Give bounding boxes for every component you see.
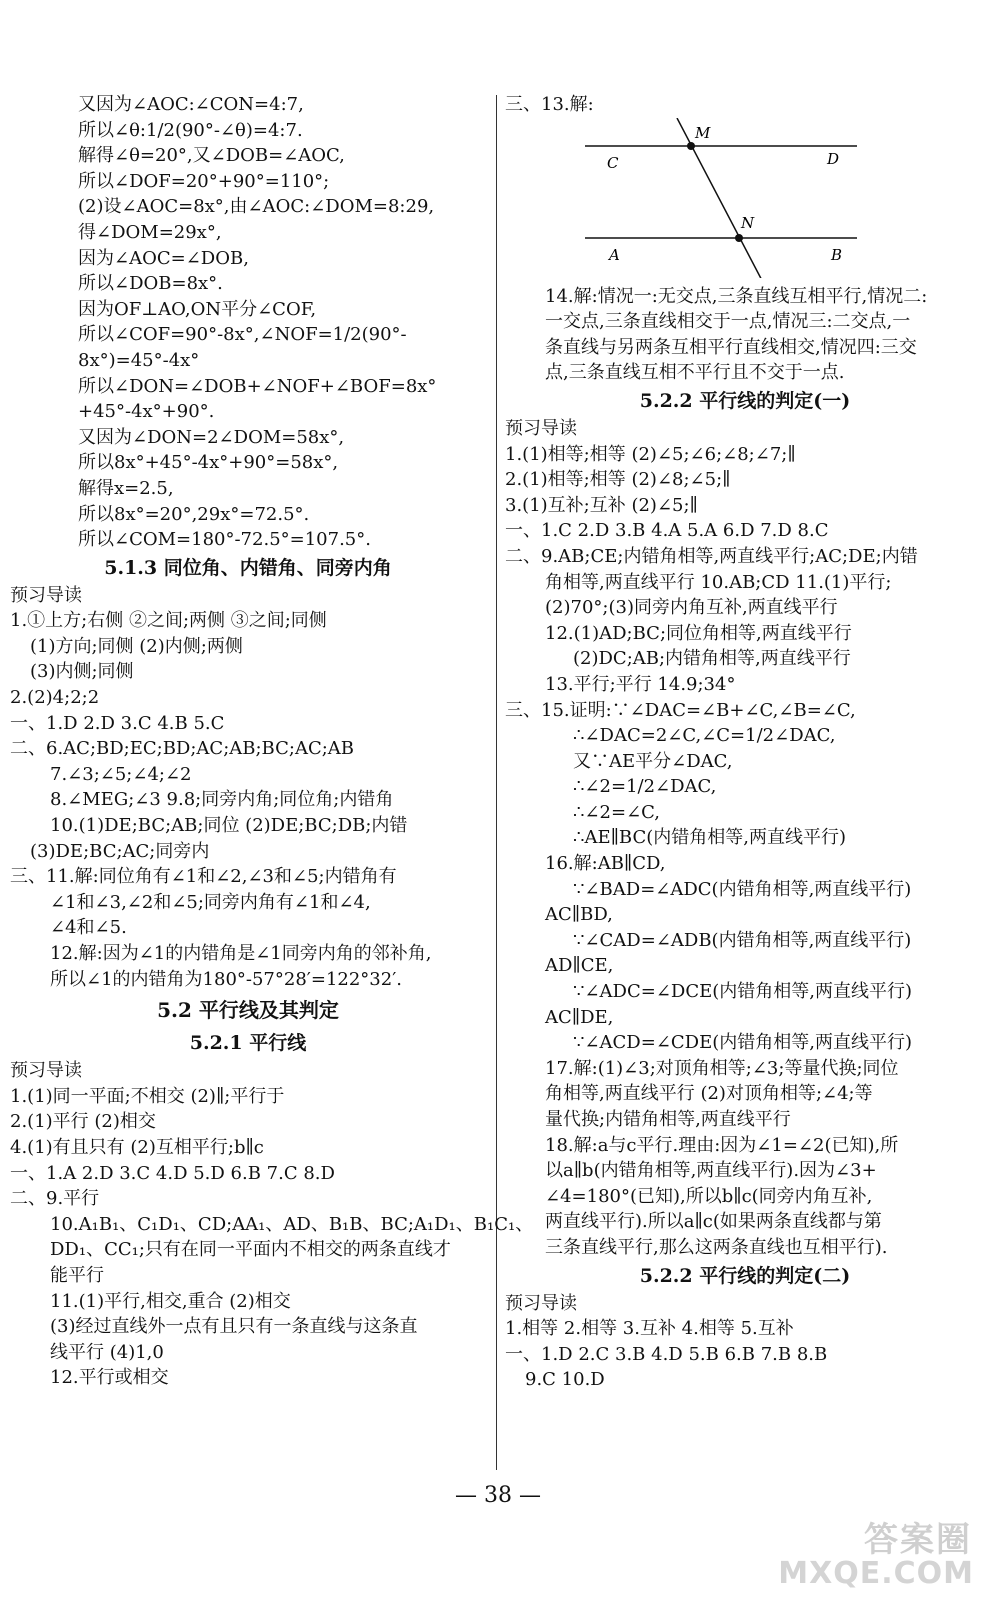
watermark-url: MXQE.COM	[778, 1556, 974, 1591]
text-line: 因为∠AOC=∠DOB,	[78, 247, 249, 269]
text-line: 能平行	[50, 1264, 104, 1286]
text-line: 又∵AE平分∠DAC,	[573, 750, 733, 772]
text-line: ∵∠CAD=∠ADB(内错角相等,两直线平行)	[573, 929, 912, 951]
text-line: 两直线平行).所以a∥c(如果两条直线都与第	[545, 1211, 882, 1233]
text-line: 解得∠θ=20°,又∠DOB=∠AOC,	[78, 145, 345, 167]
label-a: A	[609, 245, 620, 264]
right-lines	[505, 284, 985, 1393]
text-line: 所以∠DOB=8x°.	[78, 273, 223, 295]
text-line: 角相等,两直线平行 (2)对顶角相等;∠4;等	[545, 1083, 873, 1105]
parallel-lines-figure	[505, 118, 865, 278]
text-line: 角相等,两直线平行 10.AB;CD 11.(1)平行;	[545, 571, 892, 593]
section-heading: 5.2.2 平行线的判定(一)	[639, 389, 851, 412]
text-line: +45°-4x°+90°.	[78, 401, 215, 423]
section-heading: 5.2.2 平行线的判定(二)	[639, 1264, 851, 1287]
text-line: 三、11.解:同位角有∠1和∠2,∠3和∠5;内错角有	[10, 866, 397, 888]
text-line: AC∥BD,	[545, 904, 613, 926]
text-line: 所以∠COF=90°-8x°,∠NOF=1/2(90°-	[78, 324, 407, 346]
text-line: ∴∠DAC=2∠C,∠C=1/2∠DAC,	[573, 725, 836, 747]
text-line: 8.∠MEG;∠3 9.8;同旁内角;同位角;内错角	[50, 789, 394, 811]
question-13-label: 三、13.解:	[505, 94, 594, 115]
watermark-logo	[752, 1512, 982, 1592]
text-line: 预习导读	[10, 584, 82, 606]
text-line: ∴AE∥BC(内错角相等,两直线平行)	[573, 827, 847, 849]
text-line: 又因为∠AOC:∠CON=4:7,	[78, 94, 304, 115]
text-line: 14.解:情况一:无交点,三条直线互相平行,情况二:	[545, 285, 928, 307]
text-line: ∵∠BAD=∠ADC(内错角相等,两直线平行)	[573, 878, 912, 900]
text-line: 解得x=2.5,	[78, 477, 174, 499]
text-line: 7.∠3;∠5;∠4;∠2	[50, 763, 192, 785]
right-column	[505, 92, 985, 1393]
label-m: M	[695, 123, 711, 142]
text-line: 2.(1)相等;相等 (2)∠8;∠5;∥	[505, 469, 731, 491]
text-line: 一、1.D 2.C 3.B 4.D 5.B 6.B 7.B 8.B	[505, 1343, 828, 1365]
text-line: 10.A₁B₁、C₁D₁、CD;AA₁、AD、B₁B、BC;A₁D₁、B₁C₁、	[50, 1213, 534, 1235]
text-line: (1)方向;同侧 (2)内侧;两侧	[30, 635, 243, 657]
watermark-text: 答案圈	[864, 1520, 972, 1560]
text-line: 一、1.C 2.D 3.B 4.A 5.A 6.D 7.D 8.C	[505, 520, 829, 542]
text-line: 量代换;内错角相等,两直线平行	[545, 1109, 791, 1130]
text-line: AC∥DE,	[545, 1006, 614, 1028]
left-column	[10, 92, 534, 1391]
section-heading: 5.1.3 同位角、内错角、同旁内角	[104, 556, 392, 579]
text-line: 2.(1)平行 (2)相交	[10, 1111, 156, 1133]
text-line: 9.C 10.D	[525, 1369, 605, 1391]
text-line: 3.(1)互补;互补 (2)∠5;∥	[505, 494, 698, 516]
text-line: (3)DE;BC;AC;同旁内	[30, 840, 210, 862]
label-n: N	[741, 213, 755, 232]
text-line: 因为OF⊥AO,ON平分∠COF,	[78, 298, 317, 320]
page-number: — 38 —	[455, 1483, 541, 1508]
text-line: 所以∠COM=180°-72.5°=107.5°.	[78, 529, 371, 551]
text-line: 二、6.AC;BD;EC;BD;AC;AB;BC;AC;AB	[10, 738, 355, 760]
text-line: 8x°)=45°-4x°	[78, 349, 200, 371]
text-line: 以a∥b(内错角相等,两直线平行).因为∠3+	[545, 1160, 877, 1182]
text-line: AD∥CE,	[545, 955, 614, 977]
text-line: 所以∠DON=∠DOB+∠NOF+∠BOF=8x°	[78, 375, 437, 397]
text-line: 预习导读	[505, 417, 577, 439]
text-line: (2)DC;AB;内错角相等,两直线平行	[573, 648, 851, 670]
text-line: ∴∠2=∠C,	[573, 801, 661, 823]
text-line: 所以∠DOF=20°+90°=110°;	[78, 170, 330, 192]
label-b: B	[831, 245, 843, 264]
transversal	[677, 118, 767, 278]
point-n	[735, 234, 743, 242]
text-line: 所以8x°=20°,29x°=72.5°.	[78, 503, 310, 525]
text-line: 一、1.D 2.D 3.C 4.B 5.C	[10, 712, 225, 734]
text-line: 1.①上方;右侧 ②之间;两侧 ③之间;同侧	[10, 610, 327, 632]
text-line: 二、9.平行	[10, 1188, 100, 1210]
text-line: 二、9.AB;CE;内错角相等,两直线平行;AC;DE;内错	[505, 545, 918, 567]
text-line: 18.解:a与c平行.理由:因为∠1=∠2(已知),所	[545, 1134, 899, 1156]
text-line: (3)内侧;同侧	[30, 661, 134, 683]
text-line: 17.解:(1)∠3;对顶角相等;∠3;等量代换;同位	[545, 1057, 899, 1079]
text-line: ∴∠2=1/2∠DAC,	[573, 776, 717, 798]
text-line: (3)经过直线外一点有且只有一条直线与这条直	[50, 1316, 418, 1338]
text-line: ∠4=180°(已知),所以b∥c(同旁内角互补,	[545, 1185, 873, 1207]
text-line: 1.相等 2.相等 3.互补 4.相等 5.互补	[505, 1318, 794, 1340]
text-line: 线平行 (4)1,0	[50, 1341, 164, 1363]
point-m	[687, 142, 695, 150]
text-line: 所以∠θ:1/2(90°-∠θ)=4:7.	[78, 119, 303, 141]
section-heading: 5.2 平行线及其判定	[157, 998, 339, 1023]
text-line: 所以∠1的内错角为180°-57°28′=122°32′.	[50, 968, 403, 990]
text-line: 三、15.证明:∵∠DAC=∠B+∠C,∠B=∠C,	[505, 699, 856, 721]
text-line: 点,三条直线互相不平行且不交于一点.	[545, 362, 845, 384]
text-line: 1.(1)相等;相等 (2)∠5;∠6;∠8;∠7;∥	[505, 443, 796, 465]
text-line: 1.(1)同一平面;不相交 (2)∥;平行于	[10, 1085, 285, 1107]
text-line: 一交点,三条直线相交于一点,情况三:二交点,一	[545, 311, 911, 333]
column-divider	[496, 95, 497, 1470]
text-line: (2)设∠AOC=8x°,由∠AOC:∠DOM=8:29,	[78, 196, 435, 218]
text-line: 4.(1)有且只有 (2)互相平行;b∥c	[10, 1136, 264, 1158]
text-line: 所以8x°+45°-4x°+90°=58x°,	[78, 452, 339, 474]
text-line: 一、1.A 2.D 3.C 4.D 5.D 6.B 7.C 8.D	[10, 1162, 335, 1184]
text-line: 预习导读	[10, 1060, 82, 1082]
text-line: ∠4和∠5.	[50, 917, 127, 939]
text-line: ∵∠ACD=∠CDE(内错角相等,两直线平行)	[573, 1032, 913, 1054]
text-line: 16.解:AB∥CD,	[545, 853, 666, 875]
text-line: 得∠DOM=29x°,	[78, 221, 222, 243]
text-line: DD₁、CC₁;只有在同一平面内不相交的两条直线才	[50, 1239, 451, 1261]
text-line: 三条直线平行,那么这两条直线也互相平行).	[545, 1236, 888, 1258]
text-line: ∠1和∠3,∠2和∠5;同旁内角有∠1和∠4,	[50, 891, 371, 913]
text-line: 12.(1)AD;BC;同位角相等,两直线平行	[545, 622, 852, 644]
text-line: ∵∠ADC=∠DCE(内错角相等,两直线平行)	[573, 981, 913, 1003]
text-line: 预习导读	[505, 1292, 577, 1314]
text-line: 12.解:因为∠1的内错角是∠1同旁内角的邻补角,	[50, 943, 432, 964]
text-line: 13.平行;平行 14.9;34°	[545, 673, 736, 695]
text-line: 11.(1)平行,相交,重合 (2)相交	[50, 1290, 291, 1312]
text-line: 2.(2)4;2;2	[10, 687, 100, 709]
text-line: 12.平行或相交	[50, 1367, 169, 1389]
section-heading: 5.2.1 平行线	[189, 1032, 307, 1055]
text-line: (2)70°;(3)同旁内角互补,两直线平行	[545, 597, 838, 619]
text-line: 10.(1)DE;BC;AB;同位 (2)DE;BC;DB;内错	[50, 815, 408, 837]
text-line: 又因为∠DON=2∠DOM=58x°,	[78, 426, 345, 448]
text-line: 条直线与另两条互相平行直线相交,情况四:三交	[545, 336, 917, 358]
label-c: C	[607, 153, 619, 172]
label-d: D	[827, 149, 840, 168]
